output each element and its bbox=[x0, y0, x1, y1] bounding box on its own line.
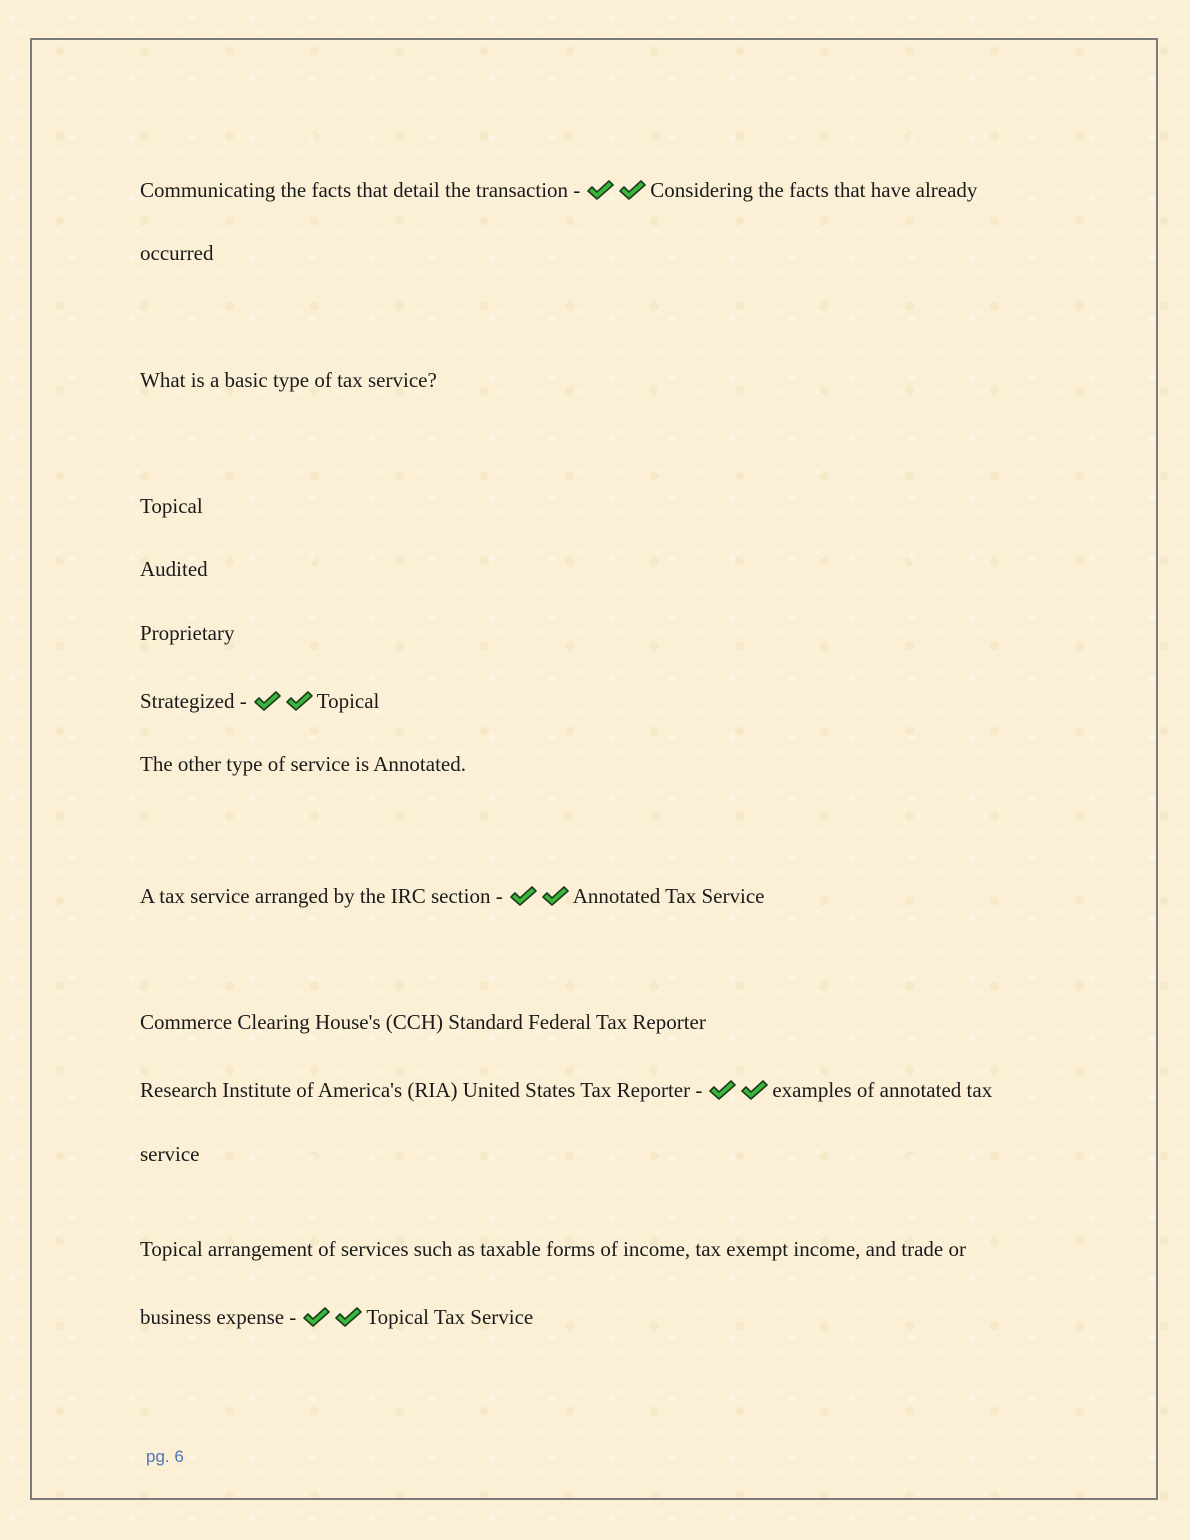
double-check-icon bbox=[302, 1306, 362, 1328]
text-line-content: service bbox=[140, 1142, 200, 1166]
text-line-8 bbox=[140, 751, 466, 777]
check-icon bbox=[285, 690, 313, 712]
check-icon bbox=[708, 1079, 736, 1101]
qa-line-7 bbox=[140, 688, 379, 714]
option-text: Proprietary bbox=[140, 621, 235, 645]
option-line-topical bbox=[140, 493, 203, 519]
double-check-icon bbox=[586, 179, 646, 201]
check-icon bbox=[586, 179, 614, 201]
text-line-12 bbox=[140, 1141, 199, 1167]
text-line-2 bbox=[140, 240, 213, 266]
option-text: Audited bbox=[140, 557, 208, 581]
text-line-content: Topical arrangement of services such as taxable forms of income, tax exempt income, and trade or bbox=[140, 1237, 966, 1261]
text-line-content: Commerce Clearing House's (CCH) Standard Federal Tax Reporter bbox=[140, 1010, 706, 1034]
text-line-content: occurred bbox=[140, 241, 214, 265]
text-line-10 bbox=[140, 1009, 706, 1035]
answer-text: Topical Tax Service bbox=[366, 1305, 534, 1329]
text-line-content: The other type of service is Annotated. bbox=[140, 752, 466, 776]
check-icon bbox=[541, 885, 569, 907]
question-text: Strategized - bbox=[140, 689, 247, 713]
check-icon bbox=[334, 1306, 362, 1328]
question-text: A tax service arranged by the IRC section - bbox=[140, 884, 503, 908]
answer-text: examples of annotated tax bbox=[772, 1078, 993, 1102]
double-check-icon bbox=[708, 1079, 768, 1101]
qa-line-11 bbox=[140, 1077, 992, 1103]
check-icon bbox=[740, 1079, 768, 1101]
question-text: business expense - bbox=[140, 1305, 297, 1329]
option-line-proprietary bbox=[140, 620, 234, 646]
answer-text: Annotated Tax Service bbox=[572, 884, 765, 908]
check-icon bbox=[253, 690, 281, 712]
double-check-icon bbox=[253, 690, 313, 712]
qa-line-9 bbox=[140, 883, 764, 909]
check-icon bbox=[302, 1306, 330, 1328]
answer-text: Topical bbox=[316, 689, 380, 713]
qa-line-14 bbox=[140, 1304, 533, 1330]
text-line-13 bbox=[140, 1236, 966, 1262]
question-text: Research Institute of America's (RIA) United States Tax Reporter - bbox=[140, 1078, 703, 1102]
page-number: pg. 6 bbox=[146, 1447, 184, 1466]
question-text: What is a basic type of tax service? bbox=[140, 368, 437, 392]
check-icon bbox=[509, 885, 537, 907]
qa-line-1 bbox=[140, 177, 977, 203]
question-text: Communicating the facts that detail the transaction - bbox=[140, 178, 581, 202]
double-check-icon bbox=[509, 885, 569, 907]
question-line-3 bbox=[140, 367, 437, 393]
option-line-audited bbox=[140, 556, 208, 582]
check-icon bbox=[618, 179, 646, 201]
option-text: Topical bbox=[140, 494, 203, 518]
answer-text: Considering the facts that have already bbox=[650, 178, 978, 202]
